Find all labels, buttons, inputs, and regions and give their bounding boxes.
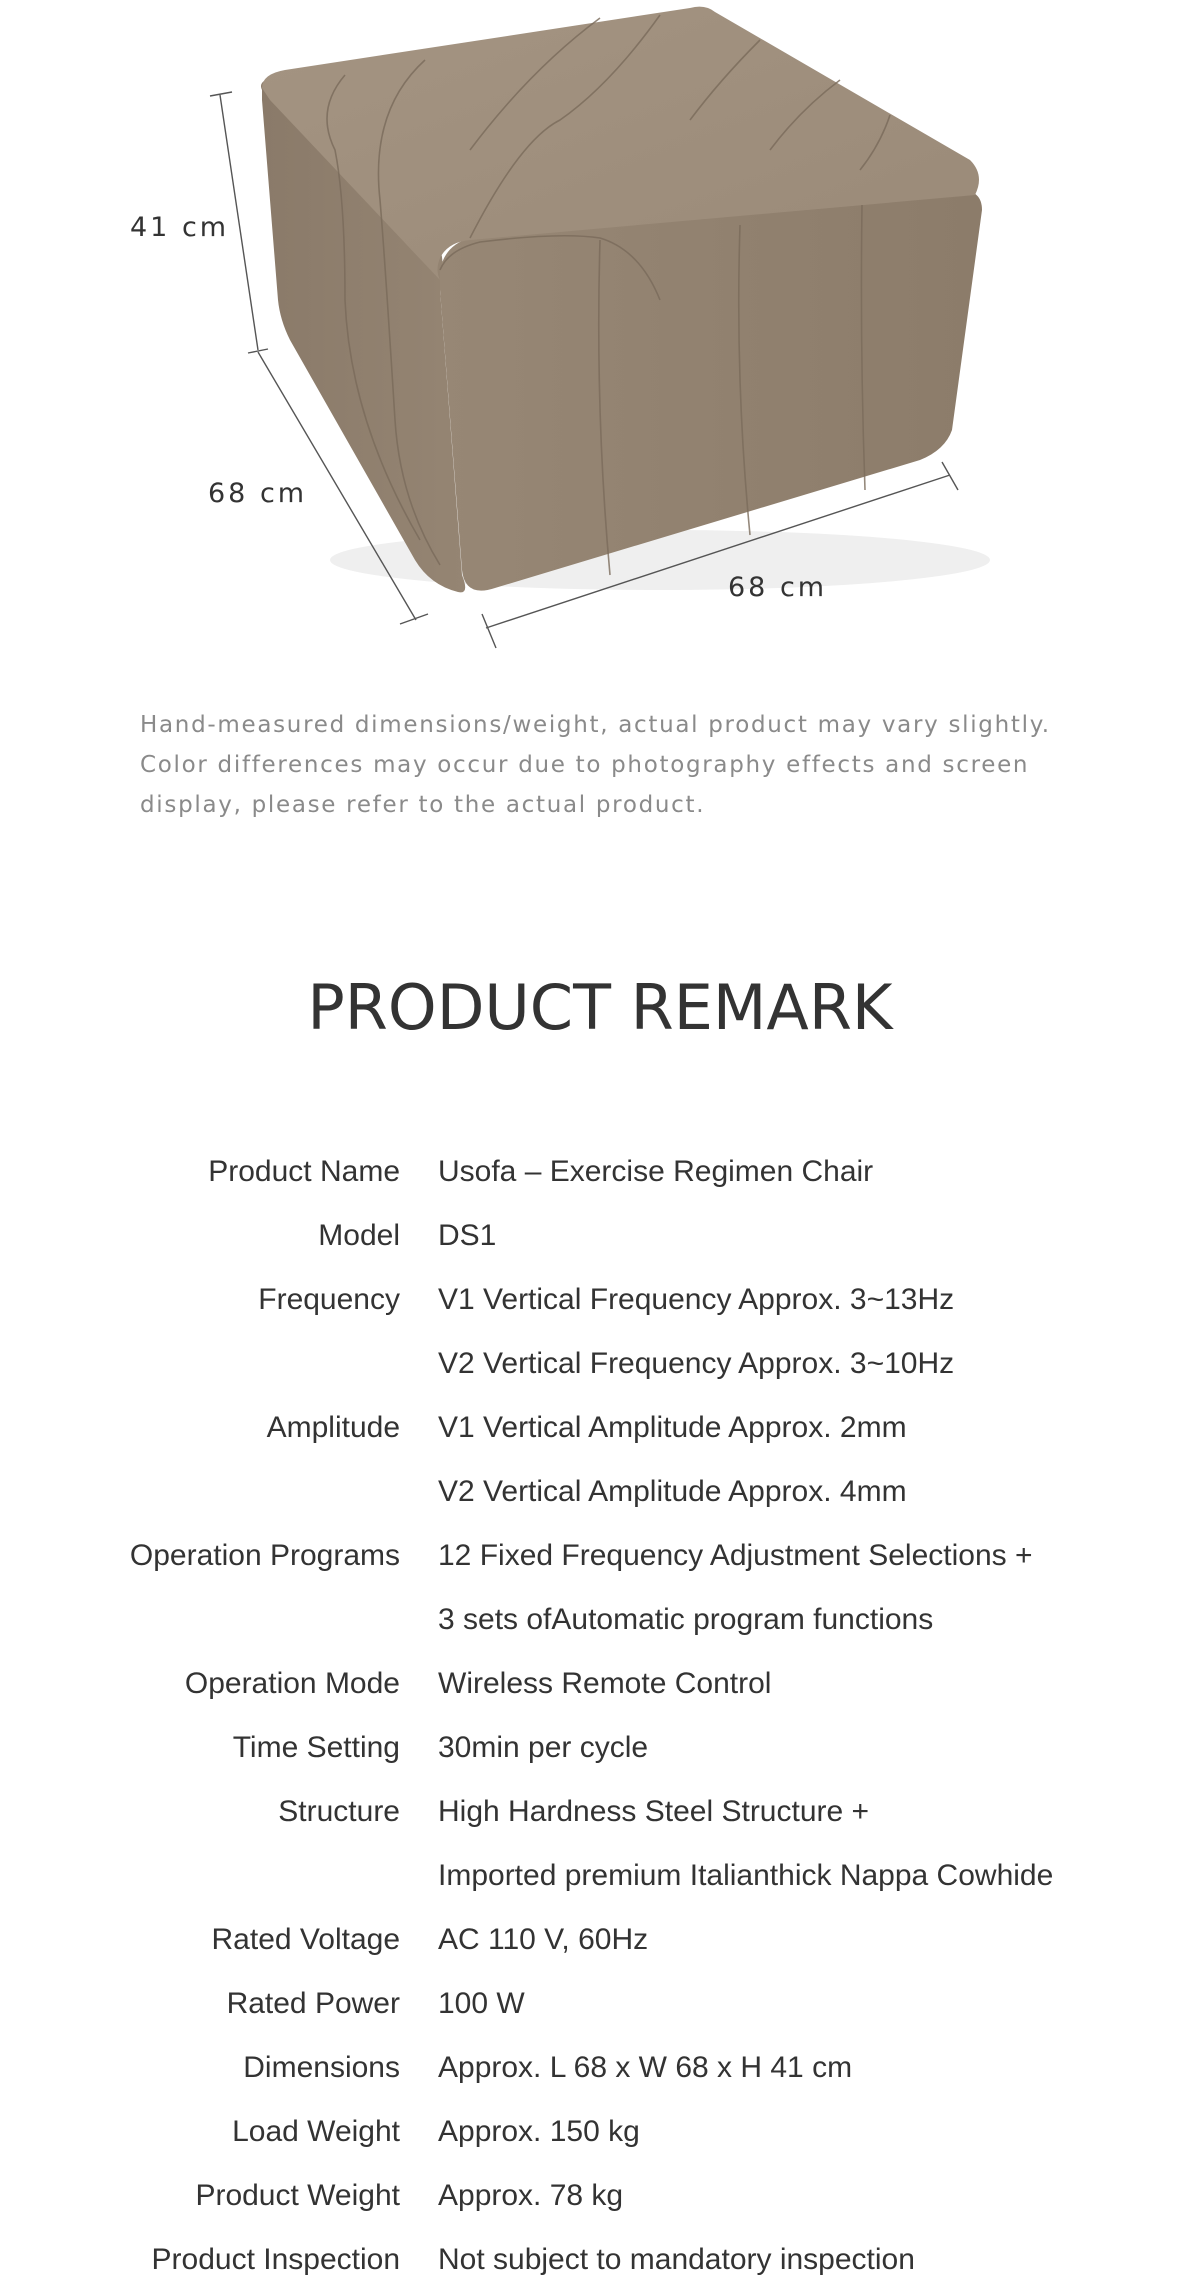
disclaimer-line: display, please refer to the actual product.	[140, 792, 706, 818]
spec-row	[0, 1268, 1200, 1332]
spec-value: DS1	[438, 1219, 497, 1252]
spec-value: Imported premium Italianthick Nappa Cowhide	[438, 1859, 1054, 1892]
spec-label: Amplitude	[266, 1411, 400, 1444]
spec-label: Product Name	[208, 1155, 400, 1188]
spec-value: V2 Vertical Frequency Approx. 3~10Hz	[438, 1347, 955, 1380]
spec-value: Not subject to mandatory inspection	[438, 2243, 915, 2276]
spec-row	[0, 1908, 1200, 1972]
spec-label: Rated Power	[226, 1987, 400, 2020]
spec-value: Approx. 78 kg	[438, 2179, 624, 2212]
spec-label: Dimensions	[243, 2051, 400, 2084]
disclaimer-line: Hand-measured dimensions/weight, actual product may vary slightly.	[140, 712, 1051, 738]
spec-value: Approx. 150 kg	[438, 2115, 640, 2148]
spec-row	[0, 1780, 1200, 1844]
spec-value: 12 Fixed Frequency Adjustment Selections +	[438, 1539, 1033, 1572]
spec-value: AC 110 V, 60Hz	[438, 1923, 649, 1956]
height-dimension-label: 41 cm	[130, 212, 230, 243]
spec-value: V1 Vertical Frequency Approx. 3~13Hz	[438, 1283, 955, 1316]
spec-row	[0, 1844, 1200, 1908]
spec-row	[0, 1204, 1200, 1268]
spec-row	[0, 2100, 1200, 2164]
spec-row	[0, 1716, 1200, 1780]
spec-value: Usofa – Exercise Regimen Chair	[438, 1155, 874, 1188]
disclaimer-line: Color differences may occur due to photography effects and screen	[140, 752, 1030, 778]
spec-row	[0, 1460, 1200, 1524]
spec-row	[0, 1332, 1200, 1396]
spec-row	[0, 1140, 1200, 1204]
spec-row	[0, 1396, 1200, 1460]
spec-label: Frequency	[258, 1283, 400, 1316]
spec-label: Model	[318, 1219, 400, 1252]
section-title: PRODUCT REMARK	[307, 971, 893, 1044]
spec-label: Operation Mode	[184, 1667, 400, 1700]
spec-label: Rated Voltage	[211, 1923, 400, 1956]
spec-row	[0, 1588, 1200, 1652]
depth-dimension-label: 68 cm	[208, 478, 308, 509]
width-dimension-label: 68 cm	[728, 572, 828, 603]
spec-value: High Hardness Steel Structure +	[438, 1795, 870, 1828]
spec-value: V1 Vertical Amplitude Approx. 2mm	[438, 1411, 907, 1444]
spec-row	[0, 2228, 1200, 2292]
spec-label: Structure	[278, 1795, 400, 1828]
spec-value: 30min per cycle	[438, 1731, 649, 1764]
spec-label: Product Inspection	[151, 2243, 400, 2276]
spec-value: Wireless Remote Control	[438, 1667, 772, 1700]
spec-row	[0, 1524, 1200, 1588]
measurement-disclaimer	[140, 705, 1100, 825]
spec-row	[0, 2036, 1200, 2100]
spec-row	[0, 1972, 1200, 2036]
spec-label: Time Setting	[232, 1731, 400, 1764]
spec-value: V2 Vertical Amplitude Approx. 4mm	[438, 1475, 907, 1508]
spec-label: Product Weight	[195, 2179, 400, 2212]
spec-label: Operation Programs	[129, 1539, 400, 1572]
spec-value: Approx. L 68 x W 68 x H 41 cm	[438, 2051, 853, 2084]
spec-label: Load Weight	[232, 2115, 400, 2148]
spec-value: 3 sets ofAutomatic program functions	[438, 1603, 934, 1636]
ottoman-illustration	[0, 0, 1200, 680]
spec-value: 100 W	[438, 1987, 525, 2020]
spec-row	[0, 1652, 1200, 1716]
product-hero	[0, 0, 1200, 680]
spec-row	[0, 2164, 1200, 2228]
spec-table	[0, 1140, 1200, 2292]
